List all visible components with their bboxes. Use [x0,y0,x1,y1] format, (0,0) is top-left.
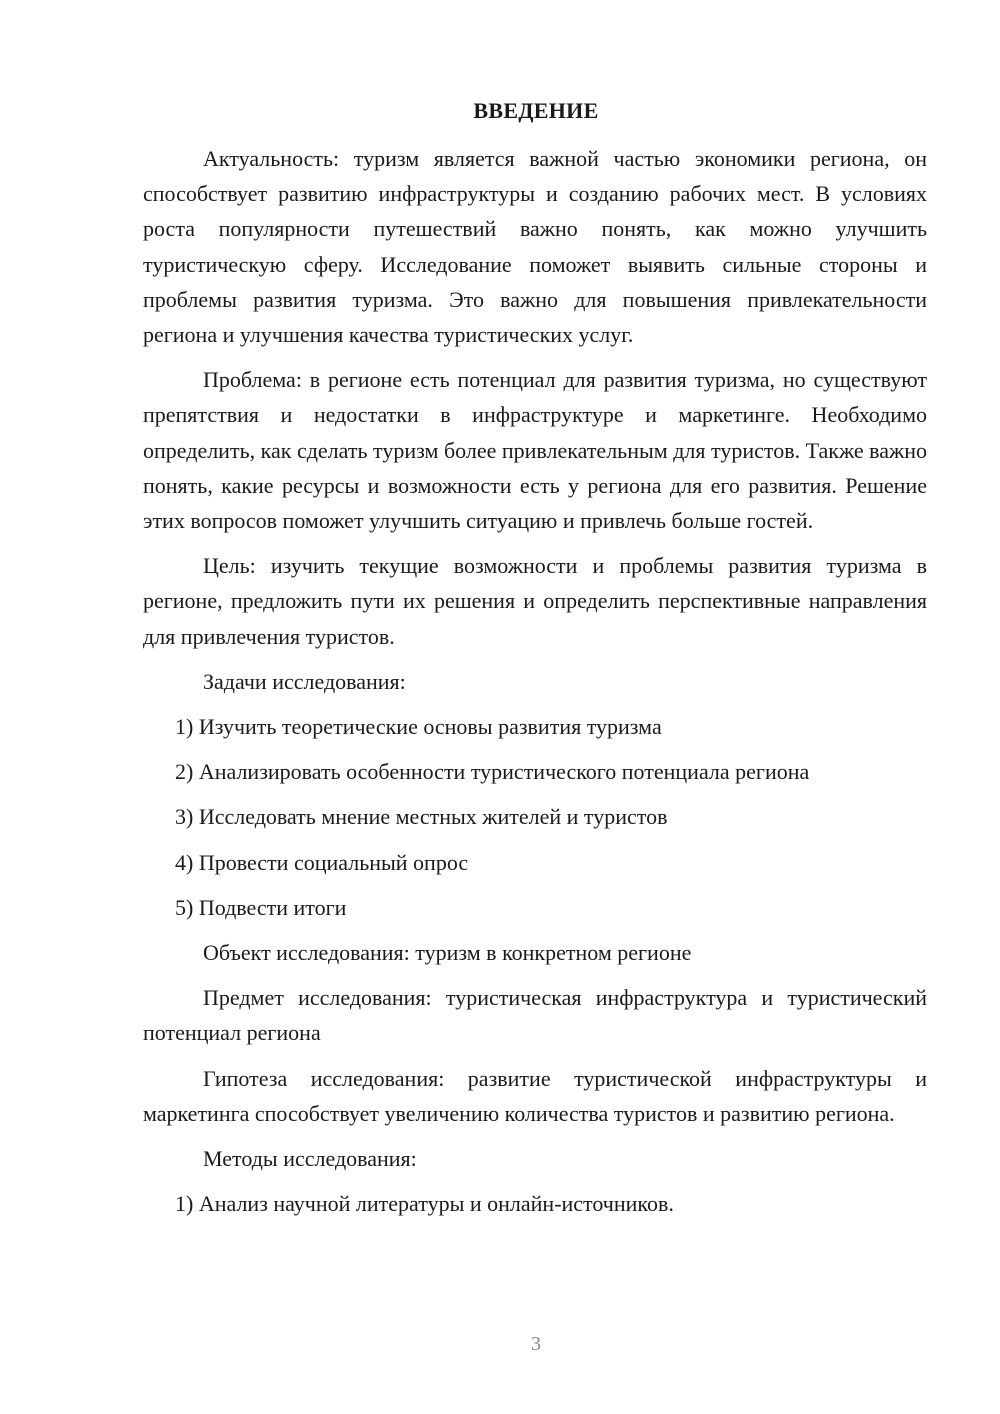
list-item-text: Подвести итоги [198,894,347,920]
methods-heading: Методы исследования: [203,1146,417,1172]
list-item [143,709,927,744]
list-item [143,799,927,834]
list-item-number: 4) [175,849,194,875]
list-item [143,845,927,880]
tasks-list [143,709,927,925]
list-item-number: 3) [175,804,194,830]
list-item-number: 5) [175,894,194,920]
problem-paragraph: Проблема: в регионе есть потенциал для развития туризма, но существуют препятствия и недостатки в инфраструктуре и маркетинге. Необходимо определить, как сделать туризм более привлекательным для туристов. Также важно понять, какие ресурсы и возможности есть у региона для его развития. Решение этих вопросов поможет улучшить ситуацию и привлечь больше гостей. [143,367,927,534]
subject-paragraph: Предмет исследования: туристическая инфраструктура и туристический потенциал региона [143,985,927,1046]
list-item-text: Изучить теоретические основы развития туризма [198,714,662,740]
tasks-heading: Задачи исследования: [203,668,406,694]
list-item-text: Исследовать мнение местных жителей и туристов [198,804,668,830]
page-title: ВВЕДЕНИЕ [473,98,599,123]
main-text [143,141,927,1221]
object-paragraph: Объект исследования: туризм в конкретном регионе [203,940,692,966]
relevance-paragraph: Актуальность: туризм является важной частью экономики региона, он способствует развитию инфраструктуры и созданию рабочих мест. В условиях роста популярности путешествий важно понять, как можно улучшить туристическую сферу. Исследование поможет выявить сильные стороны и проблемы развития туризма. Это важно для повышения привлекательности региона и улучшения качества туристических услуг. [143,146,927,348]
list-item [143,754,927,789]
list-item-text: Провести социальный опрос [198,849,469,875]
list-item-text: Анализировать особенности туристического потенциала региона [198,759,810,785]
list-item-number: 1) [175,714,194,740]
list-item-number: 2) [175,759,194,785]
list-item-text: Анализ научной литературы и онлайн-источников. [198,1191,674,1217]
methods-list [143,1186,927,1221]
hypothesis-paragraph: Гипотеза исследования: развитие туристической инфраструктуры и маркетинга способствует увеличению количества туристов и развитию региона. [143,1065,927,1126]
list-item-number: 1) [175,1191,194,1217]
list-item [143,890,927,925]
goal-paragraph: Цель: изучить текущие возможности и проблемы развития туризма в регионе, предложить пути их решения и определить перспективные направления для привлечения туристов. [143,553,927,649]
page-number: 3 [531,1333,541,1355]
list-item [143,1186,927,1221]
